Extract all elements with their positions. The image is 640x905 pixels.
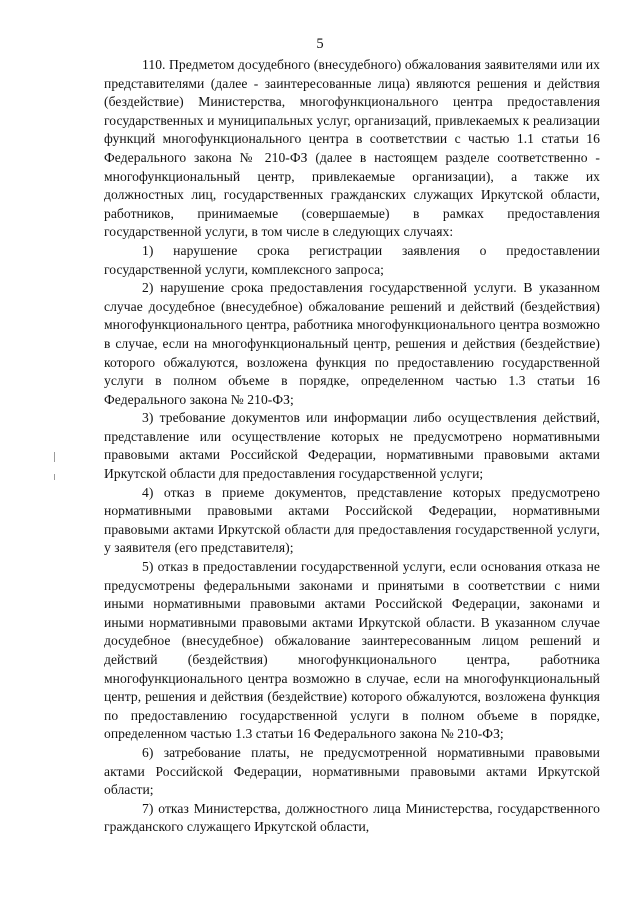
list-item-1: 1) нарушение срока регистрации заявления о предоставлении государственной услуги, комплексного запроса;: [104, 242, 600, 277]
list-item-6: 6) затребование платы, не предусмотренной нормативными правовыми актами Российской Федерации, нормативными правовыми актами Иркутской области;: [104, 744, 600, 798]
list-item-2: 2) нарушение срока предоставления государственной услуги. В указанном случае досудебное (внесудебное) обжалование решений и действий (бездействия) многофункционального центра, работника многофункционального центра возможно в случае, если на многофункциональный центр, решения и действия (бездействие) которого обжалуются, возложена функция по предоставлению государственной услуги в полном объеме в порядке, определенном частью 1.3 статьи 16 Федерального закона № 210-ФЗ;: [104, 280, 600, 407]
margin-scan-mark: [54, 452, 55, 462]
list-item-4: 4) отказ в приеме документов, представление которых предусмотрено нормативными правовыми актами Российской Федерации, нормативными правовыми актами Иркутской области для предоставления государственной услуги, у заявителя (его представителя);: [104, 484, 600, 556]
list-item-7: 7) отказ Министерства, должностного лица Министерства, государственного гражданского служащего Иркутской области,: [104, 800, 600, 835]
list-item-3: 3) требование документов или информации либо осуществления действий, представление или осуществление которых не предусмотрено нормативными правовыми актами Российской Федерации, нормативными правовыми актами Иркутской области для предоставления государственной услуги;: [104, 410, 600, 482]
paragraph-110: 110. Предметом досудебного (внесудебного) обжалования заявителями или их представителями (далее - заинтересованные лица) являются решения и действия (бездействие) Министерства, многофункционального центра предоставления государственных и муниципальных услуг, организаций, привлекаемых к реализации функций многофункционального центра в соответствии с частью 1.1 статьи 16 Федерального закона № 210-ФЗ (далее в настоящем разделе соответственно - многофункциональный центр, привлекаемые организации), а также их должностных лиц, государственных гражданских служащих Иркутской области, работников, принимаемые (совершаемые) в рамках предоставления государственной услуги, в том числе в следующих случаях:: [104, 57, 600, 240]
page-number: 5: [316, 36, 324, 52]
list-item-5: 5) отказ в предоставлении государственной услуги, если основания отказа не предусмотрены федеральными законами и принятыми в соответствии с ними иными нормативными правовыми актами Российской Федерации, законами и иными нормативными правовыми актами Иркутской области. В указанном случае досудебное (внесудебное) обжалование заинтересованным лицом решений и действий (бездействия) многофункционального центра, работника многофункционального центра возможно в случае, если на многофункциональный центр, решения и действия (бездействие) которого обжалуются, возложена функция по предоставлению государственной услуги в полном объеме в порядке, определенном частью 1.3 статьи 16 Федерального закона № 210-ФЗ;: [104, 559, 600, 742]
margin-scan-mark: [54, 474, 55, 480]
document-body: [104, 56, 600, 837]
